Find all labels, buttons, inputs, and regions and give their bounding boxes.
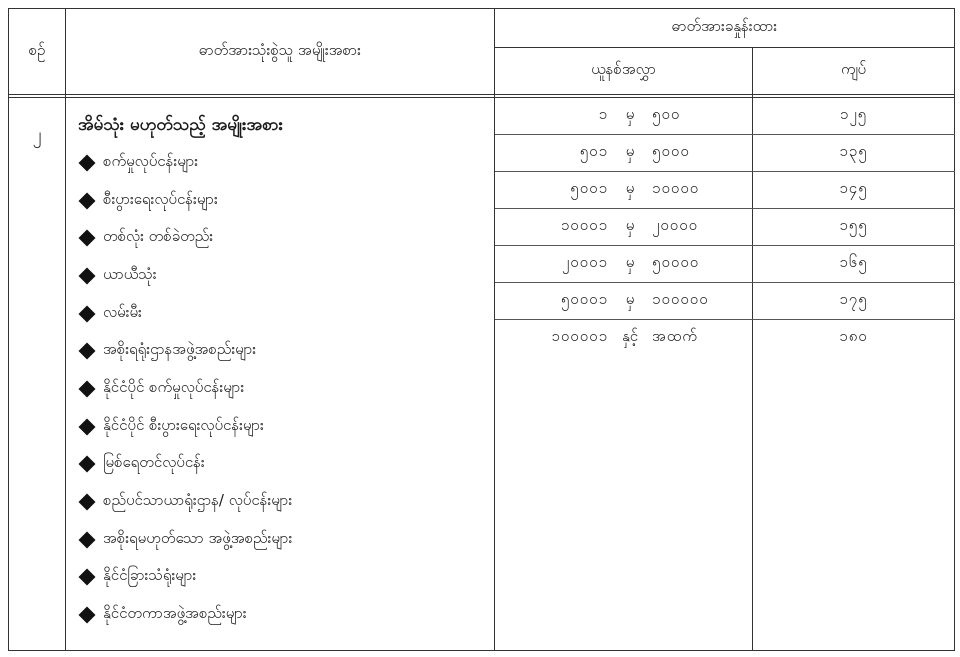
unit-range-cell	[495, 98, 753, 135]
category-heading: အိမ်သုံး မဟုတ်သည့် အမျိုးအစား	[78, 115, 283, 135]
rate-kyat: ၁၃၅	[753, 135, 955, 172]
diamond-bullet-icon	[79, 267, 96, 284]
range-to: ၅၀၀	[652, 105, 681, 123]
range-from: ၁	[598, 105, 608, 123]
category-label: ယာယီသုံး	[103, 264, 157, 283]
category-item	[78, 483, 494, 521]
category-label: နိုင်ငံခြားသံရုံးများ	[103, 566, 197, 585]
unit-range-cell	[495, 172, 753, 209]
range-to: အထက်	[652, 327, 698, 345]
category-label: အစိုးရရုံးဌာနအဖွဲ့အစည်းများ	[103, 340, 257, 359]
category-label: စီးပွားရေးလုပ်ငန်းများ	[103, 189, 218, 208]
category-cell	[66, 98, 495, 651]
range-to: ၁၀၀၀၀၀	[652, 290, 709, 308]
range-from: ၅၀၁	[579, 142, 608, 160]
range-separator: မှ	[625, 290, 635, 308]
diamond-bullet-icon	[79, 192, 96, 209]
category-item	[78, 559, 494, 597]
unit-range-cell	[495, 246, 753, 283]
diamond-bullet-icon	[79, 230, 96, 247]
header-unit-range: ယူနစ်အလွှာ	[495, 48, 753, 95]
range-separator: နှင့်	[621, 327, 639, 345]
header-consumer-category: ဓာတ်အားသုံးစွဲသူ အမျိုးအစား	[66, 9, 495, 95]
header-tariff-rates: ဓာတ်အားခနှုန်းထား	[495, 9, 955, 48]
range-to: ၂၀၀၀၀	[652, 216, 699, 234]
diamond-bullet-icon	[79, 343, 96, 360]
category-item	[78, 521, 494, 559]
rate-kyat: ၁၆၅	[753, 246, 955, 283]
category-label: တစ်လုံး တစ်ခဲတည်း	[103, 227, 214, 246]
range-from: ၁၀၀၀၀၁	[551, 327, 608, 345]
empty-rate-cell	[753, 356, 955, 651]
diamond-bullet-icon	[79, 305, 96, 322]
diamond-bullet-icon	[79, 418, 96, 435]
range-separator: မှ	[625, 142, 635, 160]
category-item	[78, 596, 494, 634]
category-label: နိုင်ငံတကာအဖွဲ့အစည်းများ	[103, 604, 247, 623]
rate-kyat: ၁၈၀	[753, 320, 955, 357]
category-label: လမ်းမီး	[103, 302, 142, 321]
range-separator: မှ	[625, 253, 635, 271]
diamond-bullet-icon	[79, 380, 96, 397]
diamond-bullet-icon	[79, 494, 96, 511]
serial-no: ၂	[32, 124, 42, 145]
category-item	[78, 370, 494, 408]
category-label: စက်မှုလုပ်ငန်းများ	[103, 151, 199, 170]
category-item	[78, 182, 494, 220]
category-label: မြစ်ရေတင်လုပ်ငန်း	[103, 453, 205, 472]
tariff-table	[8, 8, 955, 651]
unit-range-cell	[495, 320, 753, 357]
rate-kyat: ၁၅၅	[753, 209, 955, 246]
tier-row	[9, 98, 955, 135]
rate-kyat: ၁၂၅	[753, 98, 955, 135]
rate-kyat: ၁၇၅	[753, 283, 955, 320]
header-kyat: ကျပ်	[753, 48, 955, 95]
unit-range-cell	[495, 283, 753, 320]
category-item	[78, 332, 494, 370]
range-from: ၅၀၀၁	[570, 179, 608, 197]
category-item	[78, 219, 494, 257]
rate-kyat: ၁၄၅	[753, 172, 955, 209]
category-label: စည်ပင်သာယာရုံးဌာန/ လုပ်ငန်းများ	[103, 491, 293, 510]
unit-range-cell	[495, 209, 753, 246]
diamond-bullet-icon	[79, 154, 96, 171]
empty-range-cell	[495, 356, 753, 651]
category-label: နိုင်ငံပိုင် စီးပွားရေးလုပ်ငန်းများ	[103, 415, 264, 434]
range-from: ၂၀၀၀၁	[561, 253, 608, 271]
category-item	[78, 295, 494, 333]
range-to: ၅၀၀၀၀	[652, 253, 700, 271]
diamond-bullet-icon	[79, 531, 96, 548]
range-to: ၅၀၀၀	[652, 142, 690, 160]
diamond-bullet-icon	[79, 569, 96, 586]
header-serial-no: စဉ်	[9, 9, 66, 95]
range-separator: မှ	[625, 105, 635, 123]
range-from: ၁၀၀၀၁	[560, 216, 608, 234]
category-item	[78, 257, 494, 295]
category-label: အစိုးရမဟုတ်သော အဖွဲ့အစည်းများ	[103, 528, 293, 547]
unit-range-cell	[495, 135, 753, 172]
range-to: ၁၀၀၀၀	[652, 179, 700, 197]
category-item	[78, 446, 494, 484]
range-separator: မှ	[625, 216, 635, 234]
range-separator: မှ	[625, 179, 635, 197]
range-from: ၅၀၀၀၁	[560, 290, 608, 308]
diamond-bullet-icon	[79, 456, 96, 473]
category-item	[78, 408, 494, 446]
serial-no-cell	[9, 98, 66, 651]
diamond-bullet-icon	[79, 607, 96, 624]
category-list	[66, 144, 494, 634]
category-label: နိုင်ငံပိုင် စက်မှုလုပ်ငန်းများ	[103, 377, 245, 396]
category-item	[78, 144, 494, 182]
